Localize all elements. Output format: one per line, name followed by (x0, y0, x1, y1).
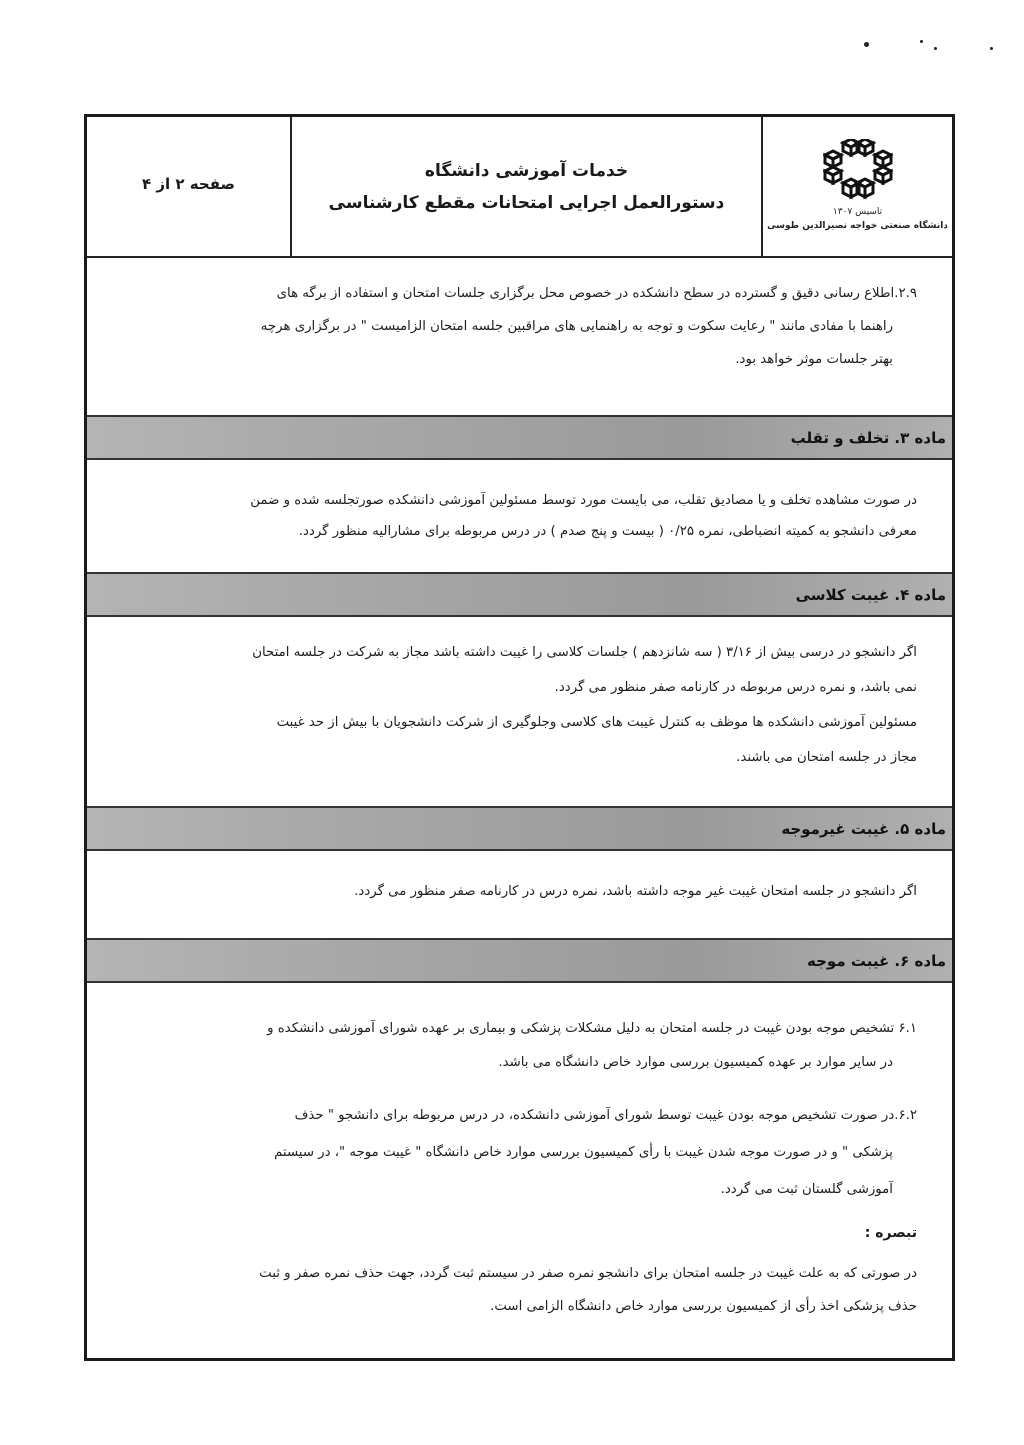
clause-6-2 (125, 1097, 917, 1208)
scan-speck (920, 40, 923, 43)
clause-2-9 (125, 277, 917, 376)
article-4-line: مسئولین آموزشی دانشکده ها موظف به کنترل غیبت های کلاسی وجلوگیری از شرکت دانشجویان با بیش از حد غیبت (276, 715, 917, 730)
page-indicator: صفحه ۲ از ۴ (142, 174, 235, 193)
article-4-body (125, 635, 917, 775)
article-6-heading-bar (87, 938, 952, 983)
clause-6-1-line: در سایر موارد بر عهده کمیسیون بررسی موارد خاص دانشگاه می باشد. (498, 1055, 893, 1070)
article-4-heading-bar (87, 572, 952, 617)
article-3-line: در صورت مشاهده تخلف و یا مصادیق تقلب، می بایست مورد توسط مسئولین آموزشی دانشکده صورتجلسه شده و ضمن (250, 493, 917, 508)
article-3-heading-bar (87, 415, 952, 460)
document-department: خدمات آموزشی دانشگاه (424, 160, 629, 181)
article-3-body (125, 485, 917, 547)
article-5-line: اگر دانشجو در جلسه امتحان غیبت غیر موجه داشته باشد، نمره درس در کارنامه صفر منظور می گردد. (354, 884, 917, 899)
clause-6-2-line: پزشکی " و در صورت موجه شدن غیبت با رأی کمیسیون بررسی موارد خاص دانشگاه " غیبت موجه "، در سیستم (274, 1145, 893, 1160)
clause-6-1 (125, 1012, 917, 1080)
clause-6-2-line: آموزشی گلستان ثبت می گردد. (720, 1182, 893, 1197)
university-logo-icon (823, 139, 893, 201)
note-title: تبصره : (864, 1225, 917, 1241)
document-title: دستورالعمل اجرایی امتحانات مقطع کارشناسی (328, 192, 725, 213)
clause-2-9-line: بهتر جلسات موثر خواهد بود. (735, 352, 893, 367)
article-5-body (125, 880, 917, 904)
title-cell (290, 117, 761, 256)
founded-year: تاسیس ۱۳۰۷ (832, 207, 883, 217)
article-6-heading: ماده ۶. غیبت موجه (807, 951, 946, 970)
clause-6-1-line: ۶.۱ تشخیص موجه بودن غیبت در جلسه امتحان به دلیل مشکلات پزشکی و بیماری بر عهده شورای آموزشی دانشکده و (267, 1021, 917, 1036)
clause-6-2-line: ۶.۲.در صورت تشخیص موجه بودن غیبت توسط شورای آموزشی دانشکده، در درس مربوطه برای دانشجو " حذف (294, 1108, 917, 1123)
article-5-heading: ماده ۵. غیبت غیرموجه (781, 819, 946, 838)
article-4-line: نمی باشد، و نمره درس مربوطه در کارنامه صفر منظور می گردد. (554, 680, 917, 695)
logo-cell (761, 117, 952, 256)
document-frame (84, 114, 955, 1361)
clause-2-9-line: راهنما با مفادی مانند " رعایت سکوت و توجه به راهنمایی های مراقبین جلسه امتحان الزامیست " در برگزاری هرچه (260, 319, 893, 334)
article-4-line: مجاز در جلسه امتحان می باشند. (736, 750, 917, 765)
page-cell (87, 117, 290, 256)
note-line: حذف پزشکی اخذ رأی از کمیسیون بررسی موارد خاص دانشگاه الزامی است. (490, 1299, 917, 1314)
article-5-heading-bar (87, 806, 952, 851)
scan-speck (934, 47, 937, 50)
article-4-line: اگر دانشجو در درسی بیش از ۳/۱۶ ( سه شانزدهم ) جلسات کلاسی را غیبت داشته باشد مجاز به شرکت در جلسه امتحان (252, 645, 917, 660)
scan-speck (990, 47, 993, 50)
article-4-heading: ماده ۴. غیبت کلاسی (795, 585, 946, 604)
university-name: دانشگاه صنعتی خواجه نصیرالدین طوسی (767, 221, 948, 231)
article-3-line: معرفی دانشجو به کمیته انضباطی، نمره ۰/۲۵ ( بیست و پنج صدم ) در درس مربوطه برای مشارالیه منظور گردد. (298, 524, 917, 539)
article-3-heading: ماده ۳. تخلف و تقلب (790, 428, 946, 447)
note-body (125, 1257, 917, 1323)
scan-speck (864, 42, 869, 47)
document-header (87, 117, 952, 258)
clause-2-9-line: ۲.۹.اطلاع رسانی دقیق و گسترده در سطح دانشکده در خصوص محل برگزاری جلسات امتحان و استفاده از برگه های (276, 286, 917, 301)
note-line: در صورتی که به علت غیبت در جلسه امتحان برای دانشجو نمره صفر در سیستم ثبت گردد، جهت حذف نمره صفر و ثبت (259, 1266, 917, 1281)
